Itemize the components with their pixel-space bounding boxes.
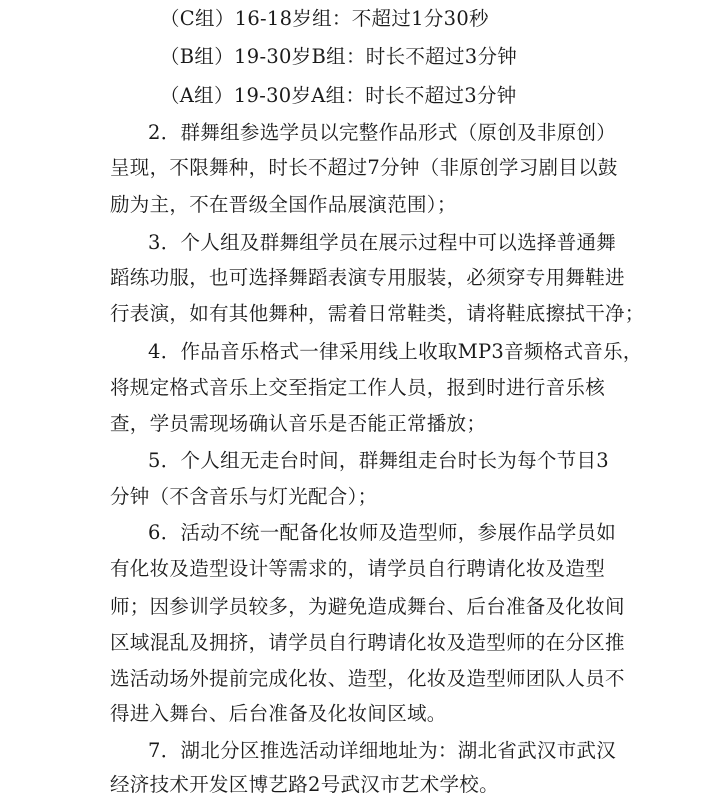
text-line: 将规定格式音乐上交至指定工作人员，报到时进行音乐核 bbox=[110, 376, 606, 399]
text-line: 呈现，不限舞种，时长不超过7分钟（非原创学习剧目以鼓 bbox=[110, 156, 618, 179]
text-line: 师；因参训学员较多，为避免造成舞台、后台准备及化妆间 bbox=[110, 595, 625, 618]
text-line: 有化妆及造型设计等需求的，请学员自行聘请化妆及造型 bbox=[110, 557, 606, 580]
text-line: 蹈练功服，也可选择舞蹈表演专用服装，必须穿专用舞鞋进 bbox=[110, 266, 625, 289]
text-line: 区域混乱及拥挤，请学员自行聘请化妆及造型师的在分区推 bbox=[110, 631, 625, 654]
text-line: 励为主，不在晋级全国作品展演范围）； bbox=[110, 193, 457, 216]
text-line: 选活动场外提前完成化妆、造型，化妆及造型师团队人员不 bbox=[110, 667, 625, 690]
text-line: 查，学员需现场确认音乐是否能正常播放； bbox=[110, 412, 487, 435]
text-line: （B组）19-30岁B组：时长不超过3分钟 bbox=[160, 45, 518, 68]
text-line: 得进入舞台、后台准备及化妆间区域。 bbox=[110, 702, 447, 725]
text-line: （A组）19-30岁A组：时长不超过3分钟 bbox=[160, 84, 517, 107]
text-line: 4．作品音乐格式一律采用线上收取MP3音频格式音乐， bbox=[148, 340, 643, 363]
text-line: 6．活动不统一配备化妆师及造型师，参展作品学员如 bbox=[148, 521, 617, 544]
text-line: 7．湖北分区推选活动详细地址为：湖北省武汉市武汉 bbox=[148, 739, 617, 762]
text-line: 3．个人组及群舞组学员在展示过程中可以选择普通舞 bbox=[148, 231, 617, 254]
text-line: 5．个人组无走台时间，群舞组走台时长为每个节目3 bbox=[148, 449, 610, 472]
text-line: 分钟（不含音乐与灯光配合）； bbox=[110, 485, 378, 508]
text-line: 行表演，如有其他舞种，需着日常鞋类，请将鞋底擦拭干净； bbox=[110, 302, 645, 325]
text-line: （C组）16-18岁组：不超过1分30秒 bbox=[160, 7, 489, 30]
text-line: 2．群舞组参选学员以完整作品形式（原创及非原创） bbox=[148, 121, 617, 144]
text-line: 经济技术开发区博艺路2号武汉市艺术学校。 bbox=[110, 773, 499, 796]
